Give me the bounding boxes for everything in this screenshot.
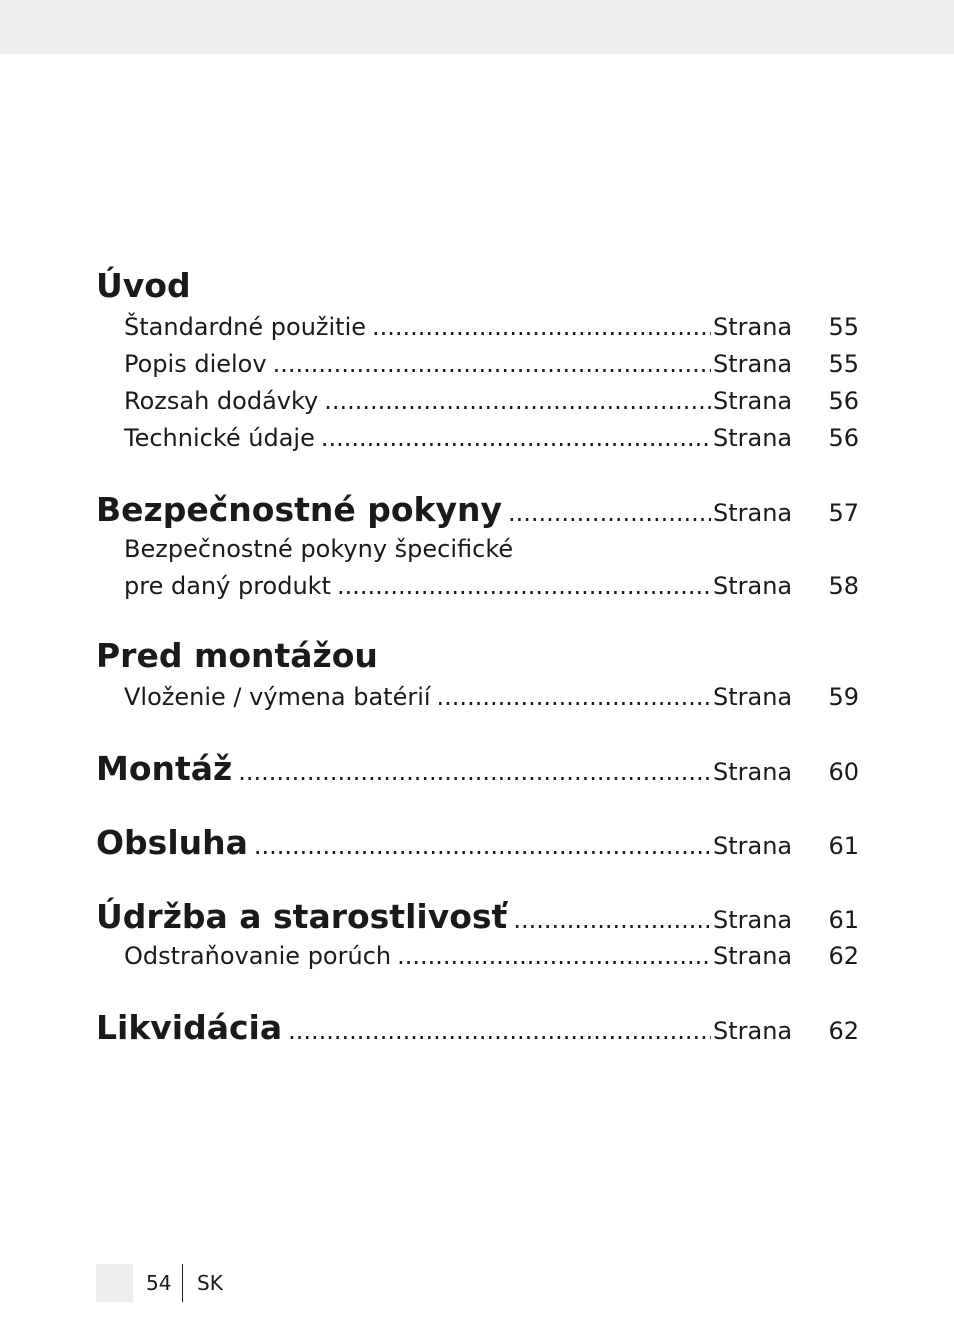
page-number: 55 — [828, 313, 859, 341]
toc-entry-technicke-udaje[interactable] — [124, 421, 859, 455]
toc-entry-bezpecnostne-pokyny[interactable] — [96, 490, 859, 530]
entry-label: Technické údaje — [124, 424, 315, 452]
strana-label: Strana — [713, 1017, 793, 1045]
strana-label: Strana — [713, 387, 793, 415]
top-band — [0, 0, 954, 54]
dot-leader — [254, 826, 711, 866]
section-title: Likvidácia — [96, 1008, 283, 1047]
dot-leader — [288, 1011, 711, 1051]
toc-entry-standardne-pouzitie[interactable] — [124, 310, 859, 344]
page-number: 60 — [828, 758, 859, 786]
section-title: Údržba a starostlivosť — [96, 897, 508, 936]
entry-label: Štandardné použitie — [124, 313, 367, 341]
strana-label: Strana — [713, 572, 793, 600]
dot-leader — [321, 421, 711, 455]
page-number: 62 — [828, 942, 859, 970]
strana-label: Strana — [713, 758, 793, 786]
strana-label: Strana — [713, 350, 793, 378]
entry-label: Vloženie / výmena batérií — [124, 683, 431, 711]
page-number: 56 — [828, 387, 859, 415]
page-number: 61 — [828, 906, 859, 934]
page-number: 61 — [828, 832, 859, 860]
toc-entry-udrzba[interactable] — [96, 897, 859, 937]
strana-label: Strana — [713, 499, 793, 527]
footer-divider — [182, 1264, 183, 1302]
dot-leader — [513, 900, 711, 940]
section-uvod-title: Úvod — [96, 266, 191, 305]
toc-entry-likvidacia[interactable] — [96, 1008, 859, 1048]
toc-entry-vlozenie-baterii[interactable] — [124, 680, 859, 714]
footer-marker-box — [96, 1264, 133, 1302]
dot-leader — [324, 384, 711, 418]
strana-label: Strana — [713, 683, 793, 711]
footer-language: SK — [197, 1271, 223, 1295]
toc-entry-odstranovanie-poruch[interactable] — [124, 939, 859, 973]
dot-leader — [337, 569, 711, 603]
dot-leader — [437, 680, 711, 714]
page-number: 58 — [828, 572, 859, 600]
page-number: 56 — [828, 424, 859, 452]
page-number: 55 — [828, 350, 859, 378]
page-number: 59 — [828, 683, 859, 711]
strana-label: Strana — [713, 313, 793, 341]
toc-entry-obsluha[interactable] — [96, 823, 859, 863]
dot-leader — [397, 939, 711, 973]
page-number: 57 — [828, 499, 859, 527]
section-title: Montáž — [96, 749, 233, 788]
toc-entry-montaz[interactable] — [96, 749, 859, 789]
toc-entry-specificke-line1[interactable]: Bezpečnostné pokyny špecifické — [124, 535, 514, 563]
section-pred-montazou-title: Pred montážou — [96, 636, 378, 675]
entry-label: Rozsah dodávky — [124, 387, 319, 415]
section-title: Bezpečnostné pokyny — [96, 490, 503, 529]
entry-label: Odstraňovanie porúch — [124, 942, 392, 970]
page-number: 62 — [828, 1017, 859, 1045]
toc-entry-popis-dielov[interactable] — [124, 347, 859, 381]
strana-label: Strana — [713, 942, 793, 970]
entry-label: Popis dielov — [124, 350, 267, 378]
strana-label: Strana — [713, 906, 793, 934]
strana-label: Strana — [713, 424, 793, 452]
dot-leader — [372, 310, 711, 344]
dot-leader — [273, 347, 711, 381]
entry-label: pre daný produkt — [124, 572, 331, 600]
toc-entry-rozsah-dodavky[interactable] — [124, 384, 859, 418]
strana-label: Strana — [713, 832, 793, 860]
section-title: Obsluha — [96, 823, 248, 862]
dot-leader — [238, 752, 711, 792]
dot-leader — [508, 493, 711, 533]
footer-page-number: 54 — [146, 1271, 172, 1295]
toc-entry-specificke-line2[interactable] — [124, 569, 859, 603]
